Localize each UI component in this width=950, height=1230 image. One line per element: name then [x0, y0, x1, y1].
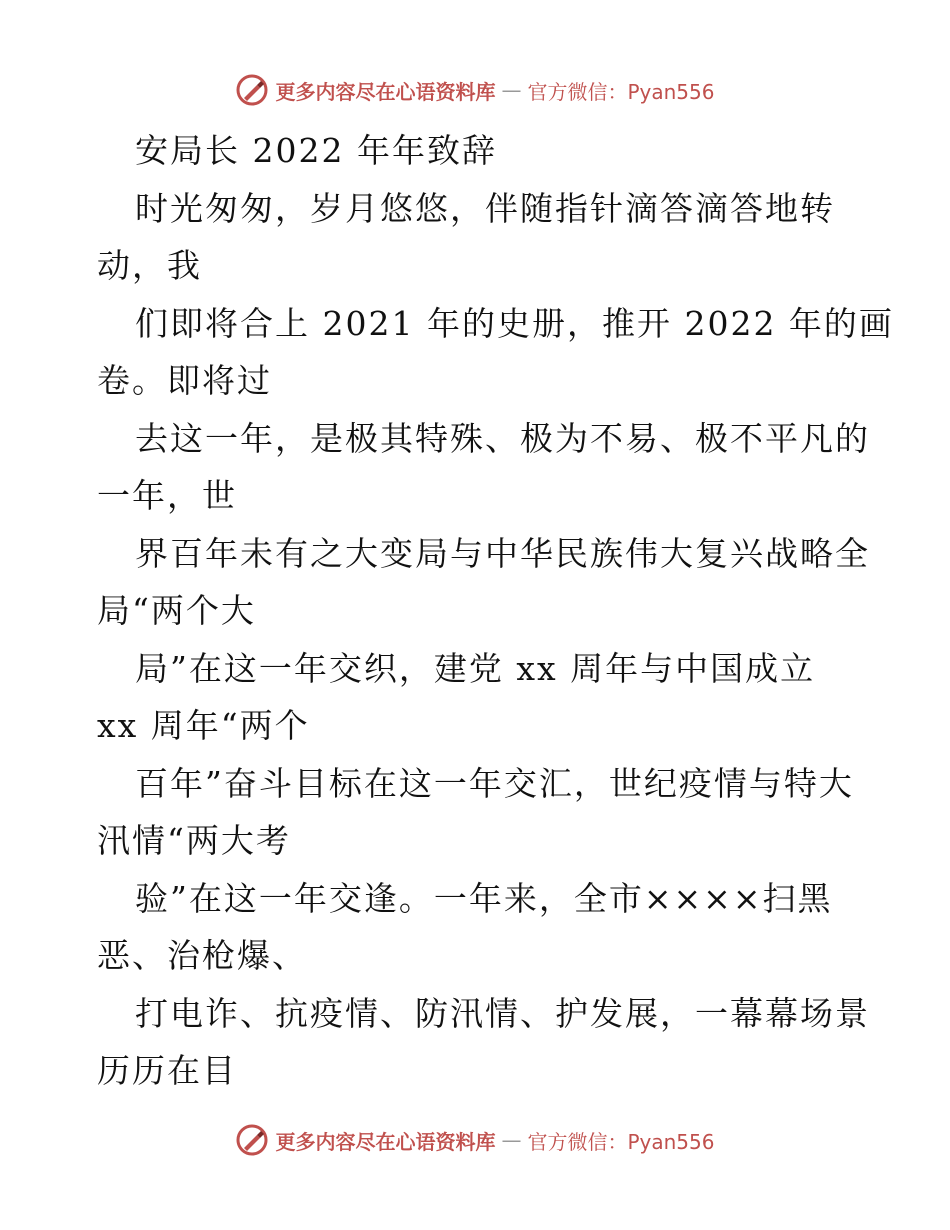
banner-wechat-text: 官方微信：Pyan556	[527, 79, 715, 104]
document-line: 们即将合上 2021 年的史册，推开 2022 年的画	[135, 303, 894, 343]
pen-logo-icon	[235, 1123, 269, 1157]
document-line: 打电诈、抗疫情、防汛情、护发展，一幕幕场景	[135, 993, 870, 1033]
banner-separator: —	[501, 1128, 522, 1152]
document-line: 时光匆匆，岁月悠悠，伴随指针滴答滴答地转	[135, 188, 835, 228]
document-line: 百年”奋斗目标在这一年交汇，世纪疫情与特大	[135, 763, 854, 803]
document-line: 一年，世	[97, 476, 237, 515]
document-line: 去这一年，是极其特殊、极为不易、极不平凡的	[135, 418, 870, 458]
document-line: 恶、治枪爆、	[97, 936, 307, 975]
pen-logo-icon	[235, 73, 269, 107]
banner-site-text: 更多内容尽在心语资料库	[275, 79, 496, 104]
document-line: 局”在这一年交织，建党 xx 周年与中国成立	[135, 648, 816, 688]
banner-site-text: 更多内容尽在心语资料库	[275, 1129, 496, 1154]
document-line: 汛情“两大考	[97, 821, 291, 860]
document-line: 历历在目	[97, 1051, 237, 1090]
document-line: 安局长 2022 年年致辞	[135, 131, 497, 170]
document-line: 界百年未有之大变局与中华民族伟大复兴战略全	[135, 533, 870, 573]
header-banner	[0, 70, 950, 110]
document-line: 动，我	[97, 246, 202, 285]
banner-wechat-text: 官方微信：Pyan556	[527, 1129, 715, 1154]
document-line: 验”在这一年交逢。一年来，全市××××扫黑	[135, 878, 833, 918]
document-body	[97, 122, 894, 1100]
document-line: 局“两个大	[97, 591, 256, 630]
document-line: 卷。即将过	[97, 361, 272, 400]
document-line: xx 周年“两个	[97, 706, 310, 745]
footer-banner	[0, 1120, 950, 1160]
banner-separator: —	[501, 78, 522, 102]
